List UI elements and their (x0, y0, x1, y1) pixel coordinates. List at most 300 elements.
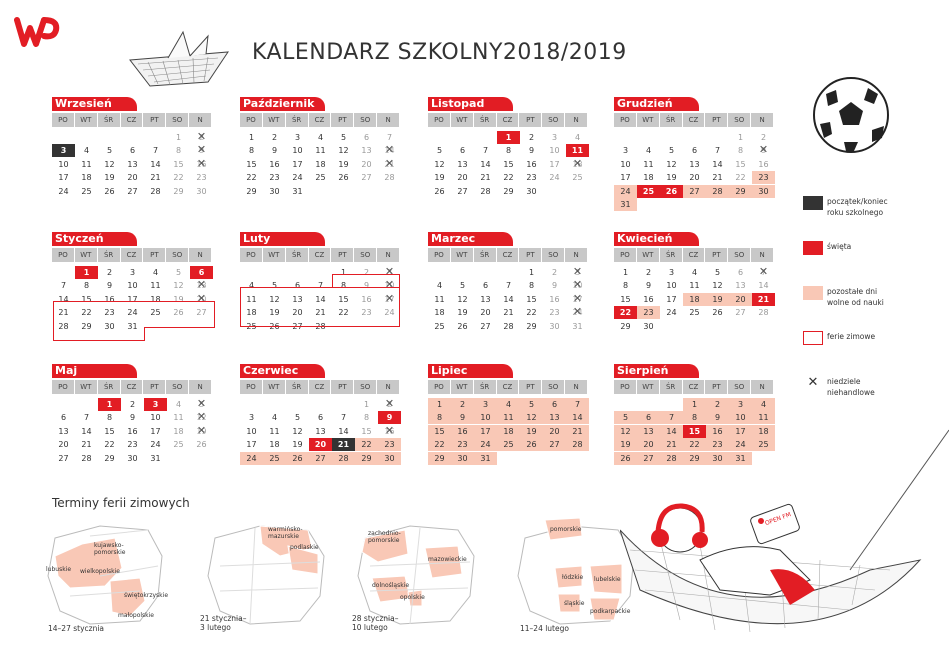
day-cell: 5 (294, 413, 301, 423)
day-cell: 16 ✕ (378, 425, 401, 438)
day-cell: 22 (246, 173, 257, 183)
day-cell: 25 (497, 438, 520, 451)
weekday-label: SO (354, 113, 377, 127)
day-cell: 28 (384, 173, 395, 183)
day-grid (428, 266, 588, 333)
day-cell: 8 (622, 281, 629, 291)
day-cell: 20 (543, 425, 566, 438)
day-cell: 20 (309, 438, 332, 451)
day-cell: 8 (83, 281, 90, 291)
day-grid (240, 398, 400, 465)
day-cell: 25 (752, 438, 775, 451)
day-cell: 14 (660, 425, 683, 438)
day-cell: 25 (173, 440, 184, 450)
weekday-label: PO (240, 113, 263, 127)
day-cell: 12 (457, 294, 468, 304)
day-cell: 16 (269, 159, 280, 169)
day-cell: 17 (729, 425, 752, 438)
day-cell: 14 (712, 159, 723, 169)
empty-cell (497, 266, 520, 279)
weekday-label: ŚR (286, 380, 309, 394)
day-cell: 26 (520, 438, 543, 451)
day-cell: 27 (292, 321, 303, 331)
legend (803, 196, 943, 421)
day-cell: 15 (173, 159, 184, 169)
day-cell: 26 (173, 308, 184, 318)
empty-cell (98, 131, 121, 144)
day-cell: 6 (60, 413, 67, 423)
day-cell: 15 (735, 159, 746, 169)
day-cell: 10 (474, 411, 497, 424)
day-cell: 18 (269, 440, 280, 450)
day-cell: 15 (428, 425, 451, 438)
map-label: kujawsko- pomorskie (94, 542, 126, 556)
weekday-label: SO (728, 248, 751, 262)
day-cell: 6 (294, 281, 301, 291)
weekday-header (240, 248, 400, 262)
day-cell: 17 (620, 173, 631, 183)
day-cell: 2 (645, 268, 652, 277)
day-cell: 1 (683, 398, 706, 411)
day-cell: 30 (378, 452, 401, 465)
weekday-label: PO (428, 380, 451, 394)
weekday-label: N (189, 380, 212, 394)
month-name: Luty (240, 232, 325, 246)
day-cell: 12 (338, 146, 349, 156)
day-cell: 14 (338, 426, 349, 436)
day-cell: 6 (459, 146, 466, 156)
day-cell: 7 (83, 413, 90, 423)
weekday-label: PO (614, 380, 637, 394)
weekday-label: WT (263, 380, 286, 394)
day-cell: 4 (175, 400, 182, 409)
day-cell: 20 (58, 440, 69, 450)
day-cell: 3 (729, 398, 752, 411)
day-cell: 11 (269, 426, 280, 436)
day-cell: 5 (614, 411, 637, 424)
empty-cell (614, 398, 637, 411)
legend-item (803, 241, 943, 286)
day-cell: 14 (58, 294, 69, 304)
empty-cell (474, 266, 497, 279)
day-cell: 24 ✕ (566, 306, 589, 319)
map-label: lubelskie (594, 576, 621, 583)
map-label: dolnośląskie (372, 582, 410, 589)
weekday-label: N (189, 248, 212, 262)
day-cell: 16 (706, 425, 729, 438)
day-cell: 3 (551, 133, 558, 142)
day-cell: 5 (271, 281, 278, 291)
day-cell: 26 (286, 452, 309, 465)
day-cell: 8 (683, 411, 706, 424)
day-cell: 22 (526, 308, 537, 318)
day-cell: 30 (752, 185, 775, 198)
day-grid (240, 266, 400, 333)
day-cell: 24 (549, 173, 560, 183)
weekday-label: SO (542, 248, 565, 262)
day-cell: 13 ✕ (190, 279, 213, 292)
day-cell: 18 (434, 308, 445, 318)
legend-item (803, 286, 943, 331)
day-cell: 27 (127, 186, 138, 196)
day-cell: 23 (361, 308, 372, 318)
day-cell: 27 (309, 452, 332, 465)
weekday-label: SO (354, 248, 377, 262)
day-cell: 9 (451, 411, 474, 424)
day-cell: 12 (520, 411, 543, 424)
weekday-label: PO (240, 380, 263, 394)
day-cell: 6 (543, 398, 566, 411)
day-cell: 19 (434, 173, 445, 183)
football-icon (812, 76, 890, 154)
day-cell: 28 (503, 321, 514, 331)
day-cell: 23 (127, 440, 138, 450)
day-cell: 8 (363, 413, 370, 423)
day-cell: 19 (614, 438, 637, 451)
day-cell: 27 (637, 452, 660, 465)
empty-cell (637, 398, 660, 411)
empty-cell (263, 266, 286, 279)
month-8 (614, 232, 774, 333)
weekday-label: N (377, 380, 400, 394)
day-cell: 6 (482, 281, 489, 291)
day-grid (614, 131, 774, 211)
day-cell: 14 (503, 294, 514, 304)
day-grid (428, 398, 588, 465)
day-cell: 15 (526, 294, 537, 304)
day-cell: 31 (474, 452, 497, 465)
day-cell: 13 (480, 294, 491, 304)
weekday-label: CZ (497, 248, 520, 262)
day-cell: 29 (526, 321, 537, 331)
day-cell: 9 (551, 281, 558, 291)
day-cell: 26 (660, 185, 683, 198)
weekday-label: PT (519, 248, 542, 262)
day-cell: 15 (104, 426, 115, 436)
day-cell: 29 (81, 321, 92, 331)
day-cell: 18 (752, 425, 775, 438)
month-6 (240, 232, 400, 333)
day-cell: 14 (315, 294, 326, 304)
weekday-label: WT (451, 248, 474, 262)
day-cell: 9 ✕ (190, 144, 213, 157)
day-cell: 2 (106, 268, 113, 277)
day-cell: 15 (620, 294, 631, 304)
month-name: Lipiec (428, 364, 513, 378)
day-cell: 9 (528, 146, 535, 156)
day-cell: 4 (645, 146, 652, 156)
day-cell: 19 ✕ (190, 425, 213, 438)
day-cell: 30 (127, 453, 138, 463)
empty-cell (660, 398, 683, 411)
day-cell: 31 (729, 452, 752, 465)
weekday-label: WT (451, 380, 474, 394)
day-cell: 20 (292, 308, 303, 318)
weekday-label: N (565, 248, 588, 262)
day-cell: 26 (338, 173, 349, 183)
empty-cell (683, 131, 706, 144)
day-cell: 29 (246, 186, 257, 196)
weekday-label: CZ (683, 248, 706, 262)
weekday-label: N (565, 113, 588, 127)
day-cell: 12 (173, 281, 184, 291)
day-cell: 10 ✕ (566, 279, 589, 292)
weekday-label: SO (354, 380, 377, 394)
day-cell: 19 (338, 159, 349, 169)
day-cell: 10 (729, 411, 752, 424)
day-cell: 20 (729, 293, 752, 306)
day-cell: 5 (714, 268, 721, 277)
map-caption: 11–24 lutego (520, 624, 569, 633)
day-cell: 7 (152, 146, 159, 156)
day-cell: 17 ✕ (378, 293, 401, 306)
day-cell: 5 (459, 281, 466, 291)
day-cell: 20 (361, 159, 372, 169)
day-cell: 27 (196, 308, 207, 318)
day-cell: 27 (735, 308, 746, 318)
weekday-label: PT (705, 380, 728, 394)
day-cell: 26 (269, 321, 280, 331)
day-cell: 18 (173, 426, 184, 436)
day-cell: 9 (129, 413, 136, 423)
day-cell: 7 ✕ (752, 266, 775, 279)
weekday-label: CZ (309, 113, 332, 127)
day-cell: 19 (520, 425, 543, 438)
weekday-header (428, 113, 588, 127)
weekday-label: WT (75, 113, 98, 127)
day-cell: 3 (144, 398, 167, 411)
day-cell: 19 (292, 440, 303, 450)
day-cell: 29 (683, 452, 706, 465)
day-cell: 11 (643, 159, 654, 169)
day-cell: 22 (81, 308, 92, 318)
day-cell: 1 (248, 133, 255, 142)
day-cell: 22 (355, 438, 378, 451)
map-label: śląskie (564, 600, 585, 607)
map-label: opolskie (400, 594, 425, 601)
legend-text: pozostałe dni wolne od nauki (827, 287, 884, 307)
weekday-label: ŚR (660, 113, 683, 127)
day-cell: 27 (480, 321, 491, 331)
day-cell: 12 (712, 281, 723, 291)
day-cell: 3 (668, 268, 675, 277)
day-cell: 12 (292, 426, 303, 436)
day-cell: 14 (81, 426, 92, 436)
day-cell: 3 (248, 413, 255, 423)
weekday-label: PO (614, 248, 637, 262)
day-cell: 1 (98, 398, 121, 411)
day-cell: 23 (269, 173, 280, 183)
empty-cell (309, 266, 332, 279)
day-cell: 24 (384, 308, 395, 318)
day-cell: 22 (683, 438, 706, 451)
day-cell: 9 (106, 281, 113, 291)
day-cell: 20 (480, 308, 491, 318)
map-label: wielkopolskie (80, 568, 120, 575)
map-ferie-1 (30, 516, 180, 636)
day-cell: 25 (246, 321, 257, 331)
day-cell: 22 (338, 308, 349, 318)
day-cell: 17 (246, 440, 257, 450)
day-cell: 19 (457, 308, 468, 318)
day-cell: 13 (637, 425, 660, 438)
day-cell: 6 (691, 146, 698, 156)
day-cell: 3 (129, 268, 136, 277)
day-cell: 30 (451, 452, 474, 465)
weekday-label: N (189, 113, 212, 127)
empty-cell (474, 131, 497, 144)
weekday-label: PO (52, 248, 75, 262)
empty-cell (428, 266, 451, 279)
day-cell: 28 (332, 452, 355, 465)
day-cell: 28 (81, 453, 92, 463)
map-caption: 14–27 stycznia (48, 624, 105, 633)
day-cell: 7 (340, 413, 347, 423)
day-cell: 12 (434, 159, 445, 169)
weekday-label: ŚR (286, 113, 309, 127)
day-cell: 17 (58, 173, 69, 183)
weekday-label: WT (75, 380, 98, 394)
day-cell: 21 (150, 173, 161, 183)
day-cell: 3 ✕ (378, 266, 401, 279)
legend-swatch-dark (803, 196, 823, 210)
day-cell: 10 ✕ (378, 279, 401, 292)
empty-cell (309, 398, 332, 411)
day-cell: 27 (543, 438, 566, 451)
month-name: Maj (52, 364, 137, 378)
day-cell: 29 (503, 186, 514, 196)
day-cell: 7 (566, 398, 589, 411)
day-cell: 14 ✕ (378, 144, 401, 157)
day-cell: 31 (572, 321, 583, 331)
weekday-label: PT (143, 113, 166, 127)
month-1 (52, 97, 212, 198)
day-cell: 21 (752, 293, 775, 306)
day-cell: 17 (292, 159, 303, 169)
day-cell: 26 (457, 321, 468, 331)
day-cell: 4 (436, 281, 443, 291)
day-cell: 5 (175, 268, 182, 277)
day-cell: 12 (666, 159, 677, 169)
day-cell: 11 (173, 413, 184, 423)
day-cell: 11 (566, 144, 589, 157)
day-cell: 5 (436, 146, 443, 156)
day-cell: 8 (248, 146, 255, 156)
day-cell: 11 (315, 146, 326, 156)
day-cell: 6 (317, 413, 324, 423)
day-cell: 7 (317, 281, 324, 291)
day-cell: 24 (292, 173, 303, 183)
legend-swatch-outline (803, 331, 823, 345)
weekday-label: N (751, 248, 774, 262)
day-cell: 30 (196, 186, 207, 196)
weekday-label: N (377, 113, 400, 127)
map-caption: 21 stycznia– 3 lutego (200, 614, 247, 632)
day-cell: 23 (196, 173, 207, 183)
weekday-label: CZ (121, 113, 144, 127)
day-cell: 10 (127, 281, 138, 291)
day-cell: 1 (75, 266, 98, 279)
day-cell: 23 (637, 306, 660, 319)
weekday-label: ŚR (474, 380, 497, 394)
day-cell: 17 (127, 294, 138, 304)
day-cell: 2 (706, 398, 729, 411)
day-cell: 31 (150, 453, 161, 463)
day-cell: 4 (271, 413, 278, 423)
day-cell: 17 (474, 425, 497, 438)
day-cell: 11 (434, 294, 445, 304)
day-cell: 15 (683, 425, 706, 438)
empty-cell (286, 398, 309, 411)
day-cell: 19 (269, 308, 280, 318)
day-cell: 30 (706, 452, 729, 465)
day-cell: 18 (150, 294, 161, 304)
day-grid (52, 398, 212, 465)
day-cell: 4 (752, 398, 775, 411)
day-cell: 28 (758, 308, 769, 318)
day-cell: 10 (549, 146, 560, 156)
day-cell: 17 ✕ (566, 293, 589, 306)
weekday-label: PT (519, 380, 542, 394)
day-cell: 2 (271, 133, 278, 142)
day-cell: 2 ✕ (378, 398, 401, 411)
weekday-label: N (565, 380, 588, 394)
day-cell: 4 (83, 146, 90, 156)
weekday-header (614, 113, 774, 127)
day-cell: 26 (434, 186, 445, 196)
day-cell: 6 (129, 146, 136, 156)
legend-swatch-pink (803, 286, 823, 300)
day-cell: 20 (457, 173, 468, 183)
day-cell: 6 (637, 411, 660, 424)
day-cell: 4 (317, 133, 324, 142)
weekday-header (52, 113, 212, 127)
day-cell: 6 (737, 268, 744, 277)
map-label: podkarpackie (590, 608, 631, 615)
day-cell: 3 (294, 133, 301, 142)
weekday-label: PO (428, 248, 451, 262)
day-cell: 29 (355, 452, 378, 465)
day-cell: 28 (58, 321, 69, 331)
day-cell: 11 (689, 281, 700, 291)
day-cell: 10 (58, 159, 69, 169)
day-cell: 18 ✕ (566, 158, 589, 171)
weekday-label: N (751, 113, 774, 127)
weekday-header (614, 380, 774, 394)
day-cell: 5 (668, 146, 675, 156)
weekday-label: SO (542, 380, 565, 394)
empty-cell (75, 131, 98, 144)
map-label: małopolskie (118, 612, 155, 619)
day-cell: 1 (175, 133, 182, 142)
day-cell: 19 (104, 173, 115, 183)
day-cell: 28 (480, 186, 491, 196)
empty-cell (240, 398, 263, 411)
day-cell: 25 (81, 186, 92, 196)
map-label: warmińsko- mazurskie (268, 526, 303, 540)
day-cell: 7 (660, 411, 683, 424)
day-cell: 8 (428, 411, 451, 424)
day-cell: 11 (150, 281, 161, 291)
empty-cell (660, 131, 683, 144)
empty-cell (52, 131, 75, 144)
empty-cell (451, 131, 474, 144)
legend-item (803, 376, 943, 421)
day-cell: 13 (735, 281, 746, 291)
day-cell: 30 (526, 186, 537, 196)
empty-cell (52, 398, 75, 411)
weekday-label: PO (240, 248, 263, 262)
